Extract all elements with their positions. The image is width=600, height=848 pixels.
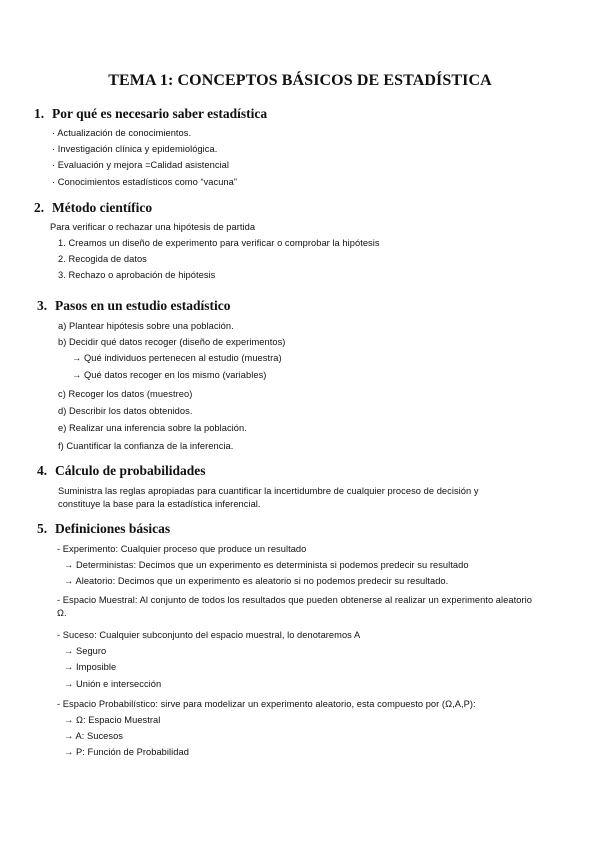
s2-intro: Para verificar o rechazar una hipótesis de partida: [50, 222, 256, 232]
def-experimento: - Experimento: Cualquier proceso que produce un resultado: [57, 544, 307, 554]
document-title: TEMA 1: CONCEPTOS BÁSICOS DE ESTADÍSTICA: [108, 72, 492, 89]
section-2-title: Método científico: [52, 200, 153, 215]
def-ep-probabilidad: → P: Función de Probabilidad: [64, 747, 189, 757]
section-5-number: 5.: [37, 521, 48, 536]
s3-step-b-sub-1: → Qué individuos pertenecen al estudio (muestra): [72, 353, 282, 363]
def-suceso-seguro: → Seguro: [64, 646, 107, 656]
s2-item-3: 3. Rechazo o aprobación de hipótesis: [58, 270, 216, 280]
s3-step-b-sub-2: → Qué datos recoger en los mismo (variables): [72, 370, 267, 380]
s1-item-2: · Investigación clínica y epidemiológica.: [52, 144, 218, 154]
def-suceso-imposible: → Imposible: [64, 662, 117, 672]
section-3-title: Pasos en un estudio estadístico: [55, 298, 231, 313]
section-1-number: 1.: [34, 106, 45, 121]
section-3-heading: [37, 298, 231, 314]
s2-item-2: 2. Recogida de datos: [58, 254, 147, 264]
section-4-number: 4.: [37, 463, 48, 478]
s3-step-d: d) Describir los datos obtenidos.: [58, 406, 193, 416]
def-suceso-union: → Unión e intersección: [64, 679, 162, 689]
def-ep-omega: → Ω: Espacio Muestral: [64, 715, 161, 725]
s3-step-f: f) Cuantificar la confianza de la inferencia.: [58, 441, 234, 451]
section-1-title: Por qué es necesario saber estadística: [52, 106, 268, 121]
def-espacio-muestral: - Espacio Muestral: Al conjunto de todos los resultados que pueden obtenerse al realizar un experimento aleatorio Ω.: [57, 595, 532, 618]
def-ep-sucesos: → A: Sucesos: [64, 731, 123, 741]
def-experimento-determinista: → Deterministas: Decimos que un experimento es determinista si podemos predecir su resultado: [64, 560, 469, 570]
section-3-number: 3.: [37, 298, 48, 313]
section-2-heading: [34, 200, 152, 216]
section-5-title: Definiciones básicas: [55, 521, 171, 536]
def-espacio-probabilistico: - Espacio Probabilístico: sirve para modelizar un experimento aleatorio, esta compuesto por (Ω,A,P):: [57, 699, 476, 709]
s4-paragraph: Suministra las reglas apropiadas para cuantificar la incertidumbre de cualquier proceso de decisión y constituye la base para la estadística inferencial.: [58, 486, 479, 509]
s3-step-c: c) Recoger los datos (muestreo): [58, 389, 193, 399]
def-experimento-aleatorio: → Aleatorio: Decimos que un experimento es aleatorio si no podemos predecir su resultado.: [64, 576, 449, 586]
s3-step-e: e) Realizar una inferencia sobre la población.: [58, 423, 247, 433]
s1-item-1: · Actualización de conocimientos.: [52, 128, 192, 138]
section-1-heading: [34, 106, 267, 122]
s2-item-1: 1. Creamos un diseño de experimento para verificar o comprobar la hipótesis: [58, 238, 380, 248]
s1-item-3: · Evaluación y mejora =Calidad asistencial: [52, 160, 230, 170]
section-5-heading: [37, 521, 170, 537]
s3-step-a: a) Plantear hipótesis sobre una población.: [58, 321, 234, 331]
s3-step-b: b) Decidir qué datos recoger (diseño de experimentos): [58, 337, 286, 347]
section-2-number: 2.: [34, 200, 45, 215]
s1-item-4: · Conocimientos estadísticos como “vacuna”: [52, 177, 238, 187]
section-4-heading: [37, 463, 206, 479]
section-4-title: Cálculo de probabilidades: [55, 463, 206, 478]
def-suceso: - Suceso: Cualquier subconjunto del espacio muestral, lo denotaremos A: [57, 630, 361, 640]
